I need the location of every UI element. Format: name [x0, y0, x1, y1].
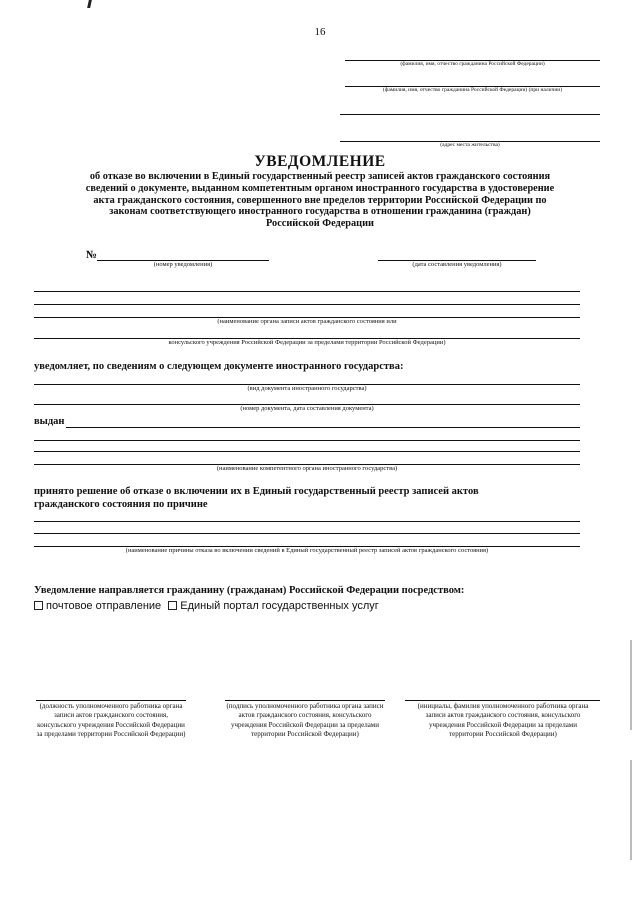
authority-caption-2: консульского учреждения Российской Федерации за пределами территории Российской Федерации) [168, 339, 446, 346]
decision-heading-line: принято решение об отказе о включении их в Единый государственный реестр записей актов [34, 486, 479, 497]
postal-option-label: почтовое отправление [46, 600, 162, 612]
date-caption: (дата составления уведомления) [412, 261, 502, 268]
scan-edge-artifact [630, 760, 632, 860]
subtitle-line: акта гражданского состояния, совершенного вне пределов территории Российской Федерации по [93, 194, 547, 206]
authority-line-1 [34, 291, 580, 292]
portal-checkbox[interactable] [168, 601, 177, 610]
issuer-caption: (наименование компетентного органа иностранного государства) [216, 465, 398, 472]
position-caption: (должность уполномоченного работника органа записи актов гражданского состояния, консульского учреждения Российской Федерации за пределами территории Российской Федерации) [36, 702, 186, 738]
scan-mark [87, 0, 92, 8]
notify-heading: уведомляет, по сведениям о следующем документе иностранного государства: [34, 361, 404, 372]
doc-type-caption: (вид документа иностранного государства) [247, 385, 367, 392]
issuer-line-2 [34, 440, 580, 441]
reason-line-2 [34, 533, 580, 534]
signature-caption: (подпись уполномоченного работника органа записи актов гражданского состояния, консульского учреждения Российской Федерации за пределами территории Российской Федерации) [226, 702, 384, 738]
reason-caption: (наименование причины отказа во включении сведений в Единый государственный реестр записей актов гражданского состояния) [125, 547, 489, 554]
authority-line-2 [34, 304, 580, 305]
issued-label: выдан [34, 416, 65, 427]
postal-checkbox[interactable] [34, 601, 43, 610]
delivery-heading: Уведомление направляется гражданину (гражданам) Российской Федерации посредством: [34, 585, 465, 596]
decision-heading [34, 485, 479, 511]
position-signature-line [36, 700, 186, 701]
decision-heading-line: гражданского состояния по причине [34, 499, 208, 510]
issuer-line-3 [34, 451, 580, 452]
recipient-name-caption: (фамилия, имя, отчество гражданина Российской Федерации) [400, 61, 545, 67]
recipient-name-caption-optional: (фамилия, имя, отчество гражданина Российской Федерации) (при наличии) [382, 87, 563, 93]
subtitle-line: об отказе во включении в Единый государственный реестр записей актов гражданского состояния [89, 171, 551, 182]
subtitle-line: законам соответствующего иностранного государства в отношении гражданина (граждан) [109, 206, 531, 218]
recipient-address-caption: (адрес места жительства) [440, 142, 500, 148]
name-caption: (инициалы, фамилия уполномоченного работника органа записи актов гражданского состояния, консульского учреждения Российской Федерации за пределами территории Российской Федерации) [417, 702, 589, 738]
portal-option-label: Единый портал государственных услуг [180, 600, 379, 612]
scan-edge-artifact [630, 640, 632, 730]
doc-number-caption: (номер документа, дата составления документа) [240, 405, 374, 412]
delivery-options [34, 600, 379, 612]
issuer-line-1 [66, 427, 580, 428]
authority-caption-1: (наименование органа записи актов гражданского состояния или [217, 318, 397, 325]
recipient-address-line-1 [340, 114, 600, 115]
reason-line-1 [34, 521, 580, 522]
document-subtitle [30, 171, 610, 230]
document-title: УВЕДОМЛЕНИЕ [254, 153, 386, 170]
name-signature-line [405, 700, 600, 701]
signature-line [225, 700, 385, 701]
subtitle-line: сведений о документе, выданном компетентным органом иностранного государства в удостоверение [85, 182, 555, 194]
page-number: 16 [314, 26, 326, 38]
number-sign: № [86, 249, 98, 261]
subtitle-line: Российской Федерации [266, 218, 374, 230]
number-caption: (номер уведомления) [153, 261, 213, 268]
